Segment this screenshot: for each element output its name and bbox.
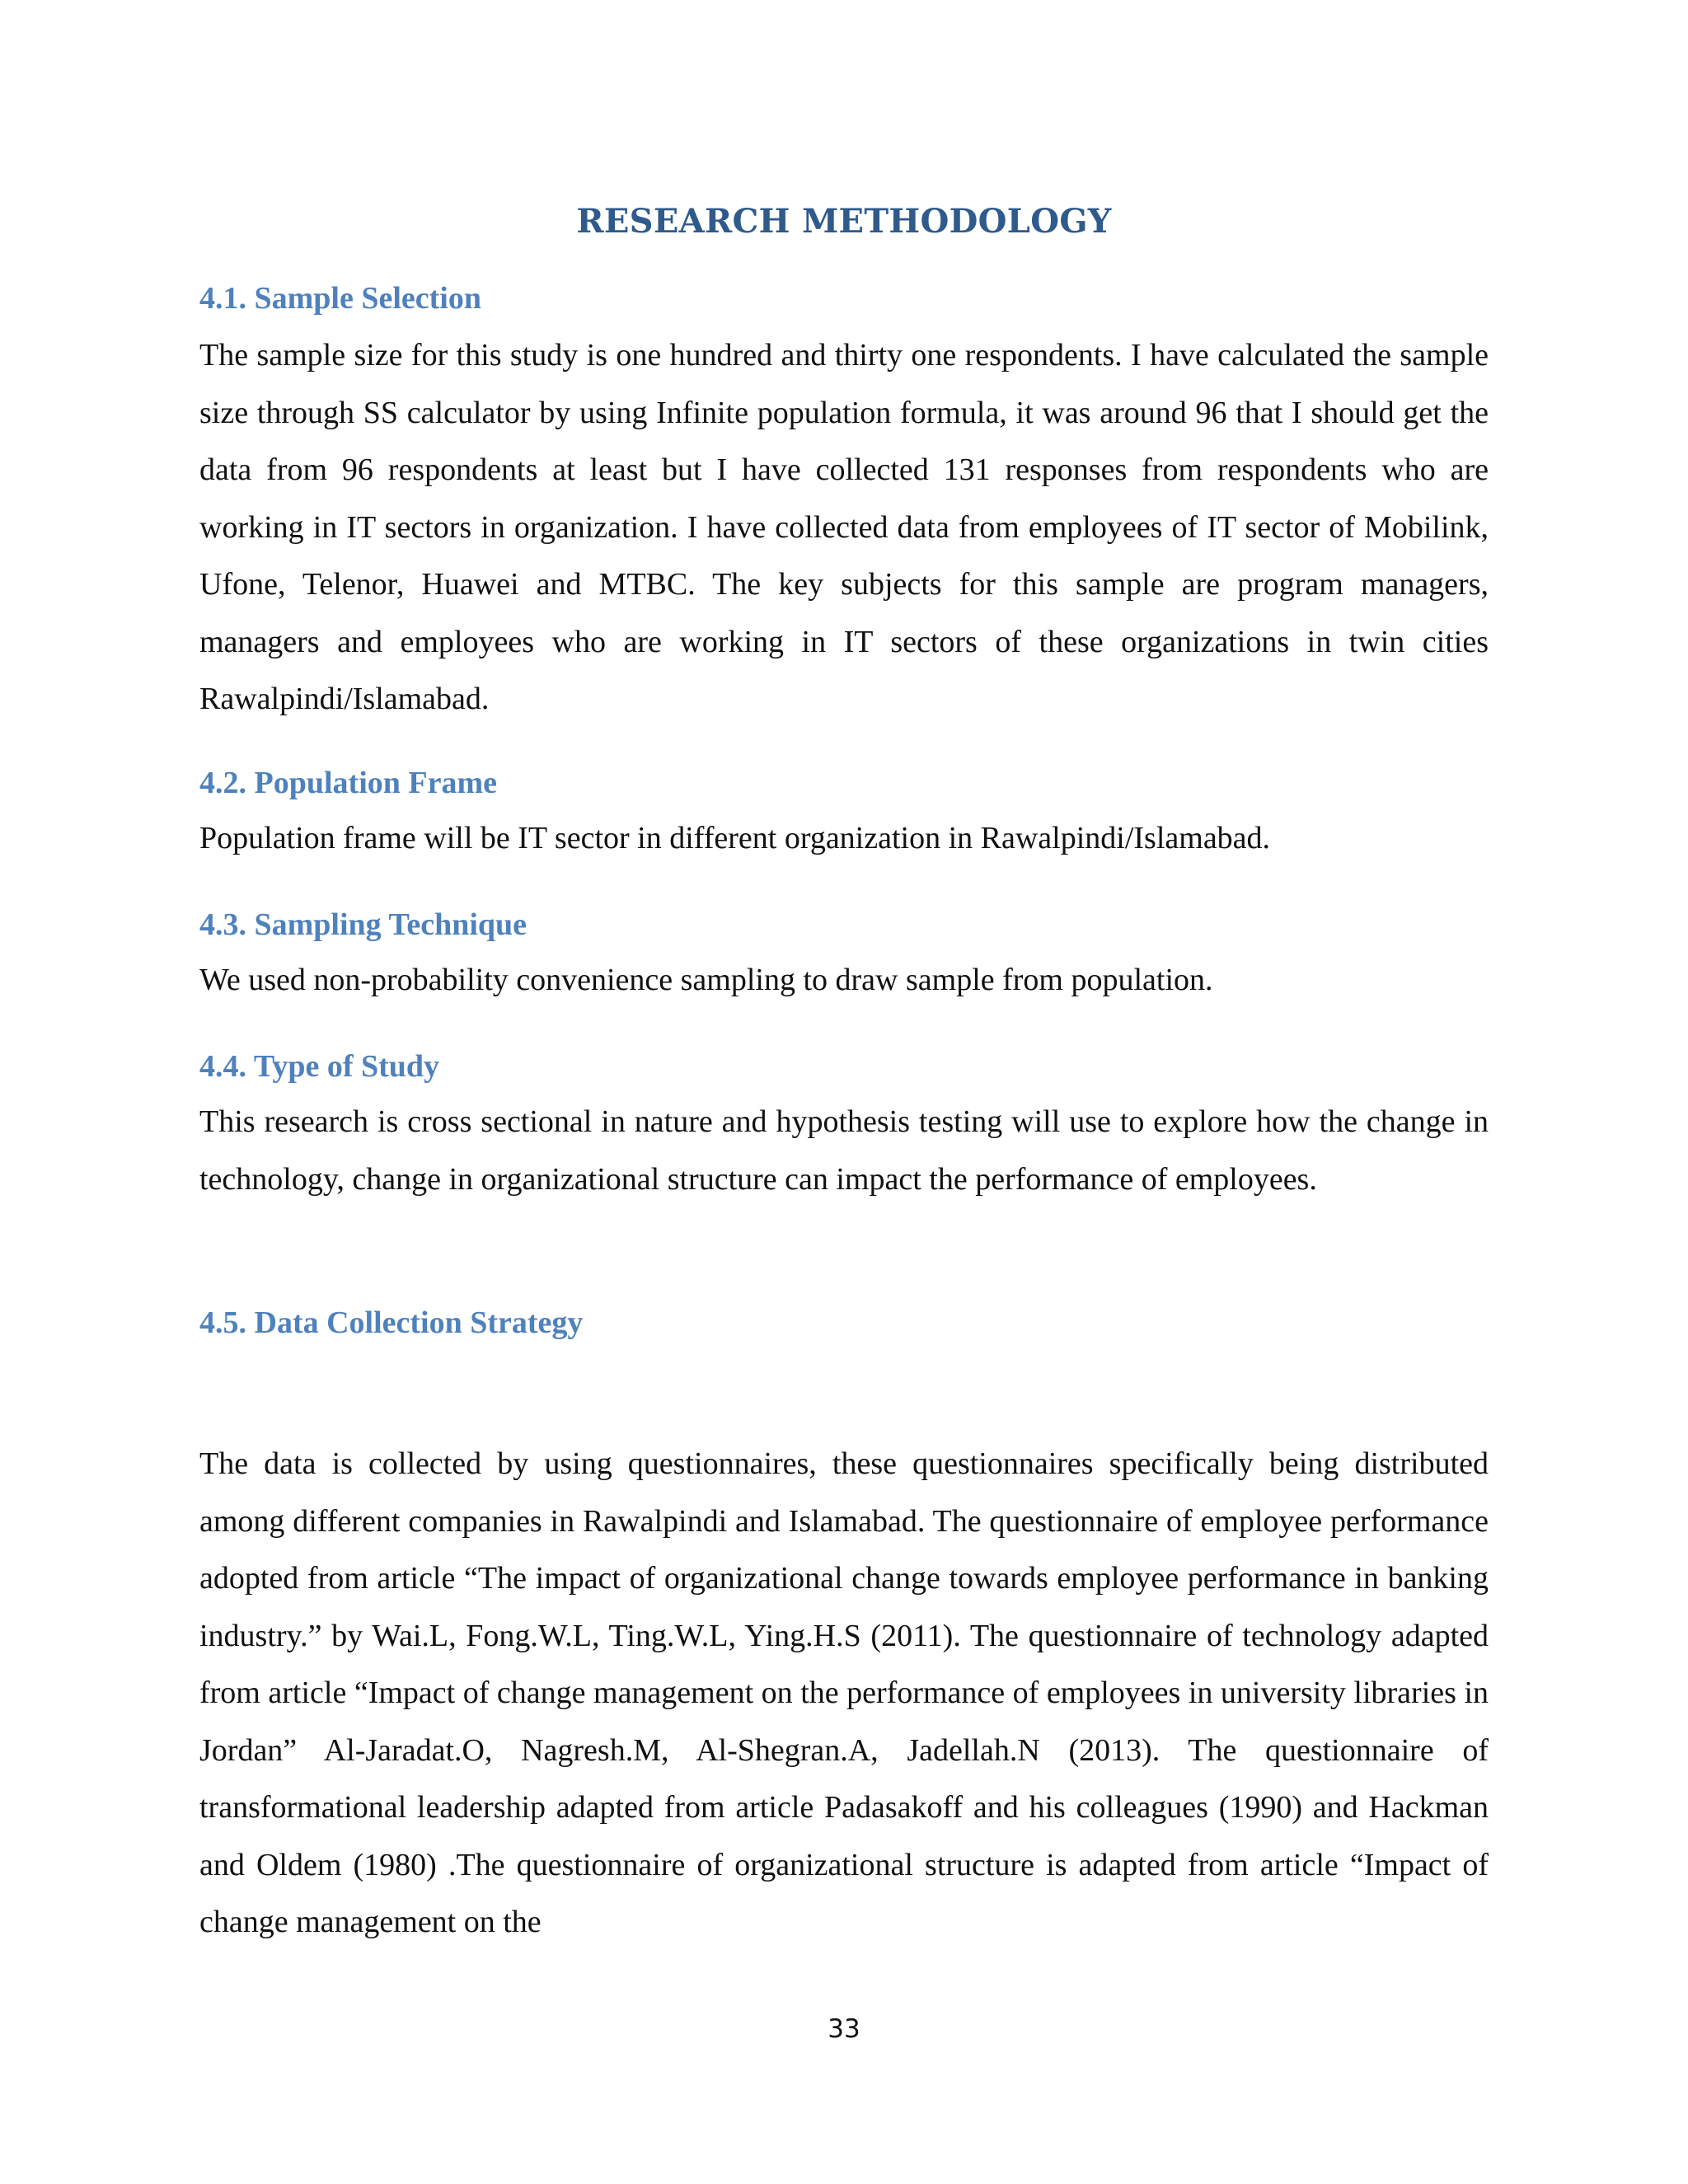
page-title: RESEARCH METHODOLOGY: [576, 202, 1112, 241]
section-body-sampling-technique: We used non-probability convenience sampling to draw sample from population.: [199, 963, 1213, 997]
section-heading-sample-selection: 4.1. Sample Selection: [199, 281, 481, 316]
section-body-data-collection-strategy: The data is collected by using questionnaires, these questionnaires specifically being distributed among different companies in Rawalpindi and Islamabad. The questionnaire of employee performance adopted from article “The impact of organizational change towards employee performance in banking industry.” by Wai.L, Fong.W.L, Ting.W.L, Ying.H.S (2011). The questionnaire of technology adapted from article “Impact of change management on the performance of employees in university libraries in Jordan” Al-Jaradat.O, Nagresh.M, Al-Shegran.A, Jadellah.N (2013). The questionnaire of transformational leadership adapted from article Padasakoff and his colleagues (1990) and Hackman and Oldem (1980) .The questionnaire of organizational structure is adapted from article “Impact of change management on the: [199, 1446, 1489, 1939]
section-body-population-frame: Population frame will be IT sector in different organization in Rawalpindi/Islamabad.: [199, 821, 1271, 855]
section-body-type-of-study: This research is cross sectional in nature and hypothesis testing will use to explore how the change in technology, change in organizational structure can impact the performance of employees.: [199, 1104, 1489, 1197]
section-heading-type-of-study: 4.4. Type of Study: [199, 1049, 440, 1084]
section-body-sample-selection: The sample size for this study is one hundred and thirty one respondents. I have calculated the sample size through SS calculator by using Infinite population formula, it was around 96 that I should get the data from 96 respondents at least but I have collected 131 responses from respondents who are working in IT sectors in organization. I have collected data from employees of IT sector of Mobilink, Ufone, Telenor, Huawei and MTBC. The key subjects for this sample are program managers, managers and employees who are working in IT sectors of these organizations in twin cities Rawalpindi/Islamabad.: [199, 338, 1489, 716]
section-heading-sampling-technique: 4.3. Sampling Technique: [199, 907, 528, 942]
page-number: 33: [828, 2014, 860, 2044]
section-heading-data-collection-strategy: 4.5. Data Collection Strategy: [199, 1305, 584, 1340]
section-heading-population-frame: 4.2. Population Frame: [199, 766, 497, 800]
